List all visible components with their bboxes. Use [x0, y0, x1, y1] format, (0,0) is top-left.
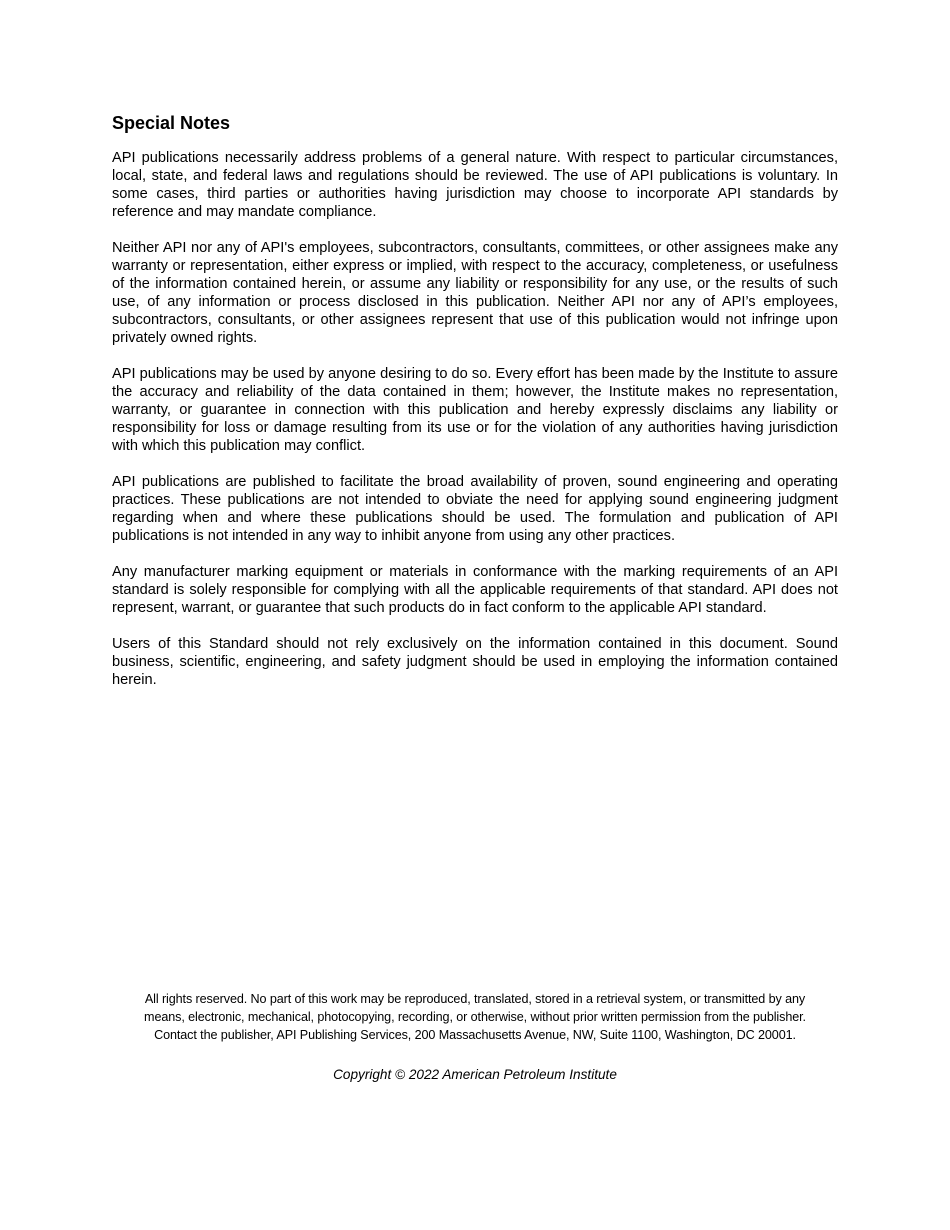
paragraph-purpose: API publications are published to facilitate the broad availability of proven, sound engineering and operating practices. These publications are not intended to obviate the need for applying sound engineering judgment regarding when and where these publications should be used. The formulation and publication of API publications is not intended in any way to inhibit anyone from using any other practices. [112, 474, 838, 544]
paragraph-user-judgment: Users of this Standard should not rely exclusively on the information contained in this document. Sound business, scientific, engineering, and safety judgment should be used in employing the information contained herein. [112, 636, 838, 688]
special-notes-section [112, 111, 838, 707]
paragraph-general-nature: API publications necessarily address problems of a general nature. With respect to particular circumstances, local, state, and federal laws and regulations should be reviewed. The use of API publications is voluntary. In some cases, third parties or authorities having jurisdiction may choose to incorporate API standards by reference and may mandate compliance. [112, 150, 838, 220]
rights-reserved-notice [112, 990, 838, 1044]
copyright-line: Copyright © 2022 American Petroleum Institute [333, 1067, 617, 1082]
rights-line: Contact the publisher, API Publishing Services, 200 Massachusetts Avenue, NW, Suite 1100, Washington, DC 20001. [154, 1028, 796, 1042]
paragraph-no-warranty: Neither API nor any of API's employees, subcontractors, consultants, committees, or other assignees make any warranty or representation, either express or implied, with respect to the accuracy, completeness, or usefulness of the information contained herein, or assume any liability or responsibility for any use, or the results of such use, of any information or process disclosed in this publication. Neither API nor any of API’s employees, subcontractors, consultants, or other assignees represent that use of this publication would not infringe upon privately owned rights. [112, 240, 838, 346]
rights-line: means, electronic, mechanical, photocopying, recording, or otherwise, without prior written permission from the publisher. [144, 1010, 806, 1024]
rights-line: All rights reserved. No part of this work may be reproduced, translated, stored in a retrieval system, or transmitted by any [144, 992, 806, 1006]
paragraph-manufacturer-marking: Any manufacturer marking equipment or materials in conformance with the marking requirements of an API standard is solely responsible for complying with all the applicable requirements of that standard. API does not represent, warrant, or guarantee that such products do in fact conform to the applicable API standard. [112, 564, 838, 616]
section-heading: Special Notes [112, 113, 231, 133]
paragraph-usage-disclaimer: API publications may be used by anyone desiring to do so. Every effort has been made by the Institute to assure the accuracy and reliability of the data contained in them; however, the Institute makes no representation, warranty, or guarantee in connection with this publication and hereby expressly disclaims any liability or responsibility for loss or damage resulting from its use or for the violation of any authorities having jurisdiction with which this publication may conflict. [112, 366, 838, 454]
